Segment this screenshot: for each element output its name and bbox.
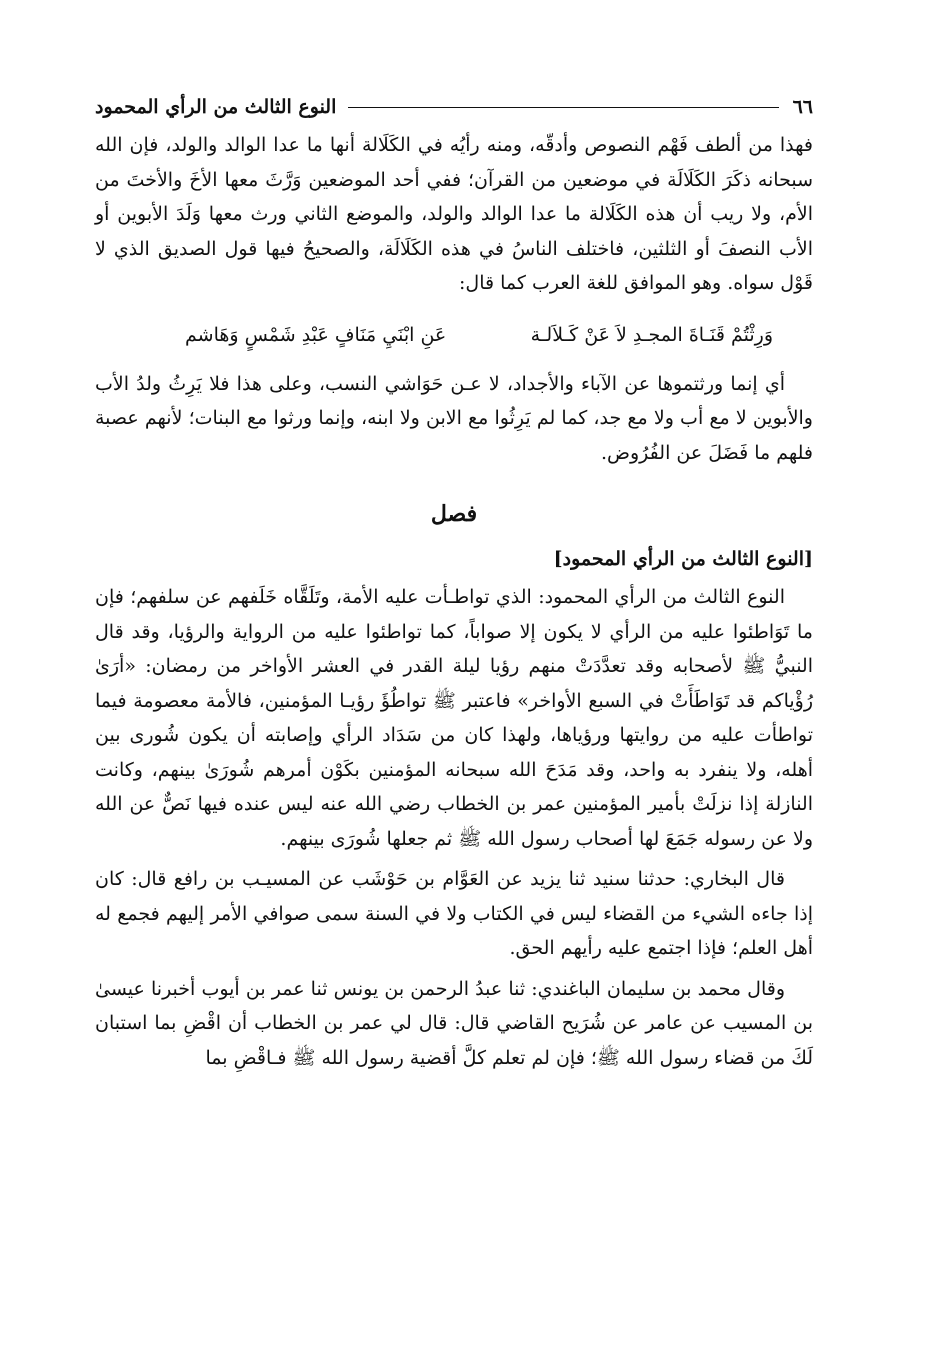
paragraph-bukhari: قال البخاري: حدثنا سنيد ثنا يزيد عن العَوَّام بن حَوْشَب عن المسيـب بن رافع قال: كان إذا جاءه الشيء من القضاء ليس في الكتاب ولا في السنة سمى صوافي الأمر إليهم فجمع له أهل العلم؛ فإذا اجتمع عليه رأيهم الحق. <box>95 868 813 959</box>
paragraph-kalala: فهذا من ألطف فَهْم النصوص وأدقّه، ومنه رأيُه في الكَلَالة أنها ما عدا الوالد والولد، فإن الله سبحانه ذكَرَ الكَلَالَة في موضعين من القرآن؛ ففي أحد الموضعين وَرَّثَ معها الأخَ والأختَ من الأم، ولا ريب أن هذه الكَلَالة ما عدا الوالد والولد، والموضع الثاني ورث معها وَلَدَ الأبوين أو الأب النصفَ أو الثلثين، فاختلف الناسُ في هذه الكَلَالَة، والصحيحُ فيها قول الصديق الذي لا قَوْل سواه. وهو الموافق للغة العرب كما قال: <box>95 134 813 294</box>
section-title: فصل <box>430 501 478 527</box>
header-rule <box>348 107 778 108</box>
verse-hemistich-left: عَنِ ابْنَيِ مَنَافٍ عَبْدِ شَمْسٍ وَهَاشم <box>185 323 447 346</box>
running-title: النوع الثالث من الرأي المحمود <box>95 96 337 118</box>
page-number: ٦٦ <box>792 96 813 118</box>
paragraph-third-type: النوع الثالث من الرأي المحمود: الذي تواطـأت عليه الأمة، وتَلَقَّاه خَلَفهم عن سلفهم؛ فإن ما تَوَاطئوا عليه من الرأي لا يكون إلا صواباً، كما تواطئوا عليه من الرواية والرؤيا، وقد قال النبيُّ ﷺ لأصحابه وقد تعدَّدَتْ منهم رؤيا ليلة القدر في العشر الأواخر من رمضان: «أرَىٰ رُؤْياكم قد تَوَاطَأَتْ في السبع الأواخر» فاعتبر ﷺ تواطُؤَ رؤيـا المؤمنين، فالأمة معصومة فيما تواطأت عليه من روايتها ورؤياها، ولهذا كان من سَدَاد الرأي وإصابته أن يكون شُورى بين أهله، ولا ينفرد به واحد، وقد مَدَحَ الله سبحانه المؤمنين بكَوْن أمرهم شُورَىٰ بينهم، وكانت النازلة إذا نزلَتْ بأمير المؤمنين عمر بن الخطاب رضي الله عنه ليس عنده فيها نَصٌّ عن الله ولا عن رسوله جَمَعَ لها أصحاب رسول الله ﷺ ثم جعلها شُورَى بينهم. <box>95 586 813 850</box>
poetry-verse <box>185 317 773 353</box>
section-subheading: [النوع الثالث من الرأي المحمود] <box>553 548 813 570</box>
paragraph-baghandi: وقال محمد بن سليمان الباغندي: ثنا عبدُ الرحمن بن يونس ثنا عمر بن أيوب أخبرنا عيسىٰ بن المسيب عن عامر عن شُرَيح القاضي قال: قال لي عمر بن الخطاب أن اقْضِ بما استبان لَكَ من قضاء رسول الله ﷺ؛ فإن لم تعلم كلَّ أقضية رسول الله ﷺ فـاقْضِ بما <box>95 977 813 1069</box>
document-page <box>95 92 813 1075</box>
running-header <box>95 92 813 122</box>
verse-hemistich-right: وَرِثْتُمْ قَنَـاةَ المجـدِ لاَ عَنْ كَـلاَلـة <box>530 323 773 346</box>
paragraph-verse-explanation: أي إنما ورثتموها عن الآباء والأجداد، لا عـن حَوَاشي النسب، وعلى هذا فلا يَرِثُ ولدُ الأب والأبوين لا مع أب ولا مع جد، كما لم يَرِثُوا مع الابن ولا ابنه، وإنما ورثوا مع البنات؛ لأنهم عصبة فلهم ما فَضَلَ عن الفُرُوض. <box>95 372 813 464</box>
